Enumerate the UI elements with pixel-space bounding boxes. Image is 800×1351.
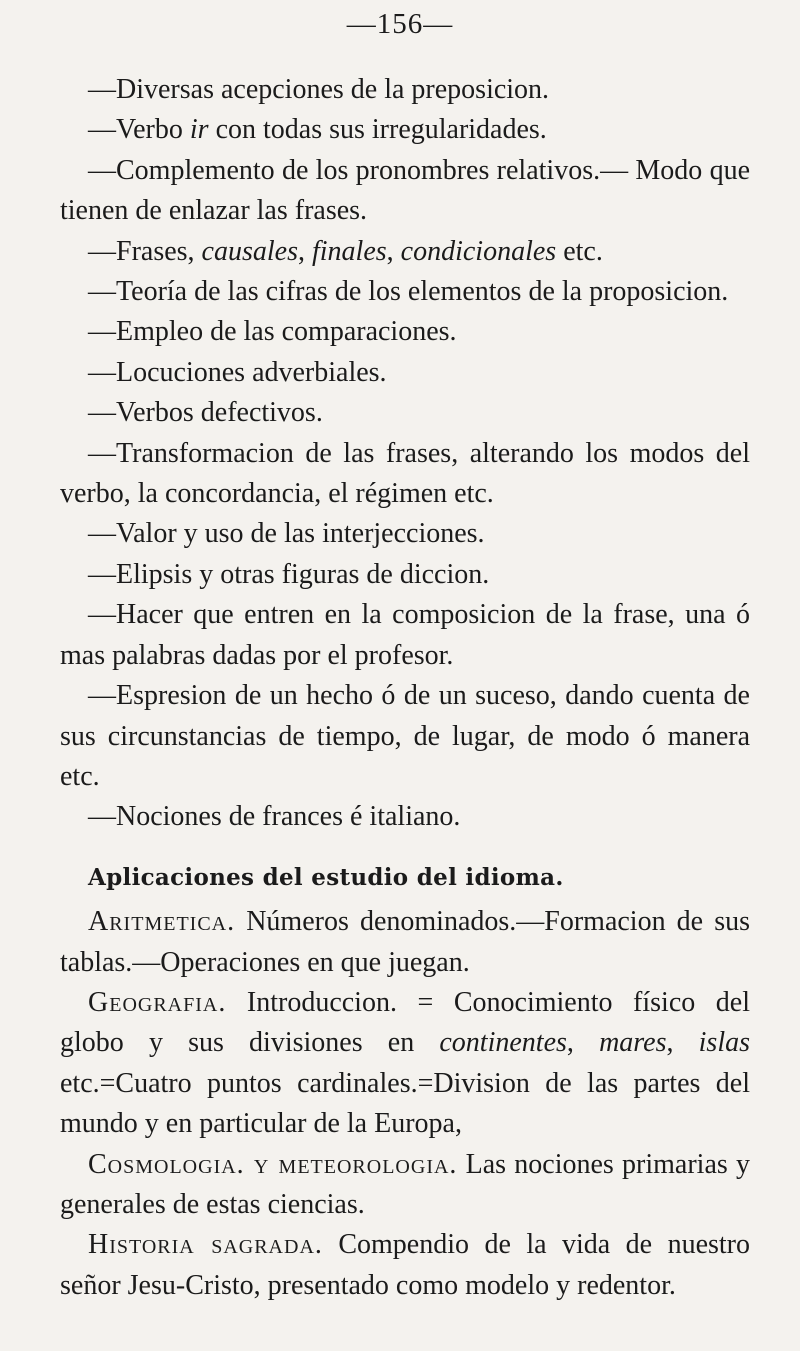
- entry-historia: Historia sagrada. Compendio de la vida de nuestro señor Jesu-Cristo, presentado como modelo y redentor.: [60, 1229, 750, 1301]
- entry-label: Geografia.: [88, 986, 227, 1018]
- item-transformacion: —Transformacion de las frases, alterando los modos del verbo, la concordancia, el régimen etc.: [60, 437, 750, 510]
- item-verbos-defectivos: —Verbos defectivos.: [88, 397, 323, 429]
- item-complemento: —Complemento de los pronombres relativos.— Modo que tienen de enlazar las frases.: [60, 154, 750, 227]
- item-nociones-idiomas: —Nociones de frances é italiano.: [88, 801, 461, 833]
- page-body: [60, 70, 750, 1306]
- page-number: —156—: [346, 8, 454, 40]
- entry-label: Cosmologia. y meteorologia.: [88, 1148, 458, 1180]
- item-elipsis: —Elipsis y otras figuras de diccion.: [88, 558, 490, 590]
- item-composicion: —Hacer que entren en la composicion de la frase, una ó mas palabras dadas por el profesor.: [60, 599, 750, 671]
- entry-cosmologia: Cosmologia. y meteorologia. Las nociones primarias y generales de estas ciencias.: [60, 1148, 750, 1220]
- section-heading: Aplicaciones del estudio del idioma.: [88, 863, 564, 891]
- entry-aritmetica: Aritmetica. Números denominados.—Formacion de sus tablas.—Operaciones en que juegan.: [60, 906, 750, 978]
- item-frases: —Frases, causales, finales, condicionales etc.: [88, 235, 603, 267]
- item-comparaciones: —Empleo de las comparaciones.: [88, 316, 457, 348]
- verb-ir: ir: [189, 114, 209, 146]
- entry-label: Historia sagrada.: [88, 1229, 323, 1261]
- item-preposicion: —Diversas acepciones de la preposicion.: [88, 74, 550, 105]
- item-interjecciones: —Valor y uso de las interjecciones.: [88, 518, 485, 550]
- entry-geografia: Geografia. Introduccion. = Conocimiento físico del globo y sus divisiones en continentes, mares, islas etc.=Cuatro puntos cardinales.=Division de las partes del mundo y en particular de la Europa,: [60, 986, 751, 1140]
- item-locuciones: —Locuciones adverbiales.: [88, 356, 387, 388]
- entry-label: Aritmetica.: [88, 906, 236, 938]
- item-verbo-ir: —Verbo ir con todas sus irregularidades.: [88, 114, 547, 146]
- item-teoria: —Teoría de las cifras de los elementos de la proposicion.: [88, 276, 729, 308]
- item-espresion: —Espresion de un hecho ó de un suceso, dando cuenta de sus circunstancias de tiempo, de lugar, de modo ó manera etc.: [60, 680, 750, 792]
